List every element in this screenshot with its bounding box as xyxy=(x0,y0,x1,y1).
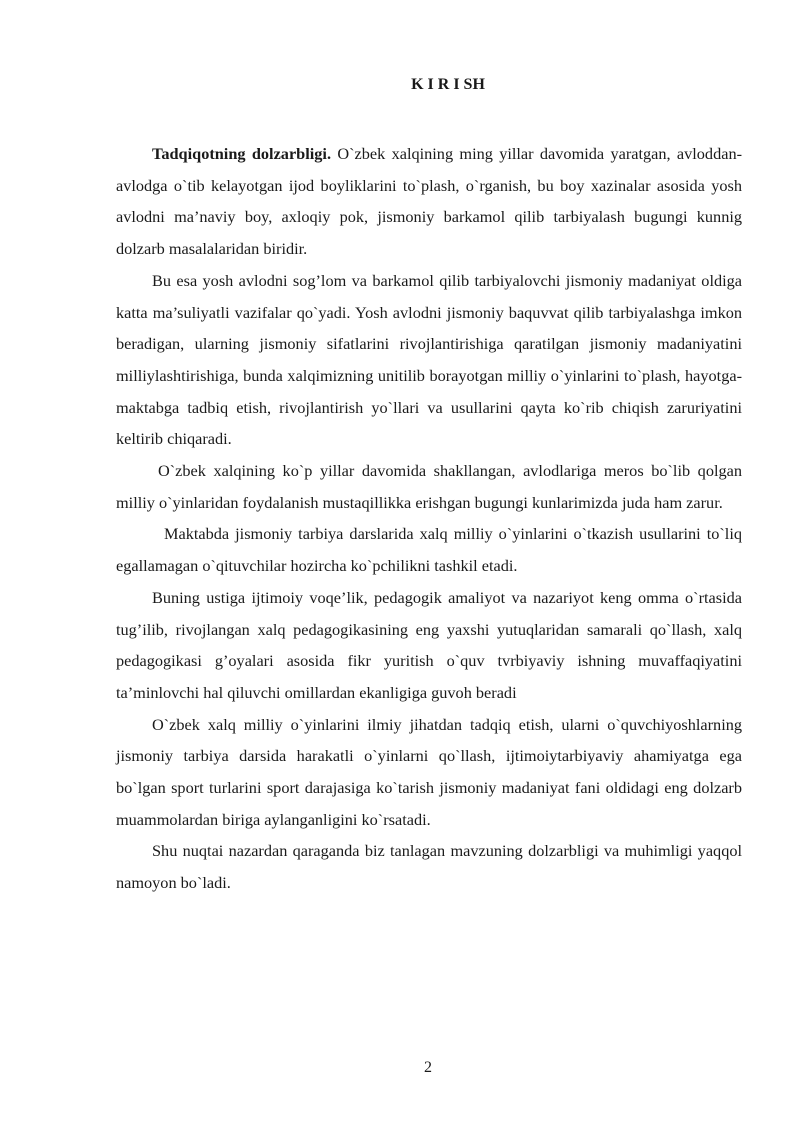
page-number: 2 xyxy=(424,1059,432,1076)
paragraph: Maktabda jismoniy tarbiya darslarida xalq milliy o`yinlarini o`tkazish usullarini to`liq egallamagan o`qituvchilar hozircha ko`pchilikni tashkil etadi. xyxy=(116,524,742,576)
paragraph: O`zbek xalq milliy o`yinlarini ilmiy jihatdan tadqiq etish, ularni o`quvchiyoshlarning jismoniy tarbiya darsida harakatli o`yinlarni qo`llash, ijtimoiytarbiyaviy ahamiyatga ega bo`lgan sport turlarini sport darajasiga ko`tarish jismoniy madaniyat fani oldidagi eng dolzarb muammolardan biriga aylanganligini ko`rsatadi. xyxy=(116,714,742,829)
paragraph: Shu nuqtai nazardan qaraganda biz tanlagan mavzuning dolzarbligi va muhimligi yaqqol namoyon bo`ladi. xyxy=(116,841,742,893)
paragraph: Bu esa yosh avlodni sog’lom va barkamol qilib tarbiyalovchi jismoniy madaniyat oldiga katta ma’suliyatli vazifalar qo`yadi. Yosh avlodni jismoniy baquvvat qilib tarbiyalashga imkon beradigan, ularning jismoniy sifatlarini rivojlantirishiga qaratilgan jismoniy madaniyatini milliylashtirishiga, bunda xalqimizning unitilib borayotgan milliy o`yinlarini to`plash, hayotga-maktabga tadbiq etish, rivojlantirish yo`llari va usullarini qayta ko`rib chiqish zaruriyatini keltirib chiqaradi. xyxy=(116,270,742,449)
paragraph-text: O`zbek xalqining ming yillar davomida yaratgan, avloddan-avlodga o`tib kelayotgan ijod boyliklarini to`plash, o`rganish, bu boy xazinalar asosida yosh avlodni ma’naviy boy, axloqiy pok, jismoniy barkamol qilib tarbiyalash bugungi kunnig dolzarb masalalaridan biridir. xyxy=(116,144,743,259)
paragraph: O`zbek xalqining ko`p yillar davomida shakllangan, avlodlariga meros bo`lib qolgan milliy o`yinlaridan foydalanish mustaqillikka erishgan bugungi kunlarimizda juda ham zarur. xyxy=(116,461,742,512)
lead-term: Tadqiqotning dolzarbligi. xyxy=(152,144,332,163)
page-title: K I R I SH xyxy=(411,76,485,93)
document-body xyxy=(116,138,742,899)
paragraph-relevance xyxy=(116,138,742,265)
paragraph: Buning ustiga ijtimoiy voqe’lik, pedagogik amaliyot va nazariyot keng omma o`rtasida tug’ilib, rivojlangan xalq pedagogikasining eng yaxshi yutuqlaridan samarali qo`llash, xalq pedagogikasi g’oyalari asosida fikr yuritish o`quv tvrbiyaviy ishning muvaffaqiyatini ta’minlovchi hal qiluvchi omillardan ekanligiga guvoh beradi xyxy=(116,587,742,702)
